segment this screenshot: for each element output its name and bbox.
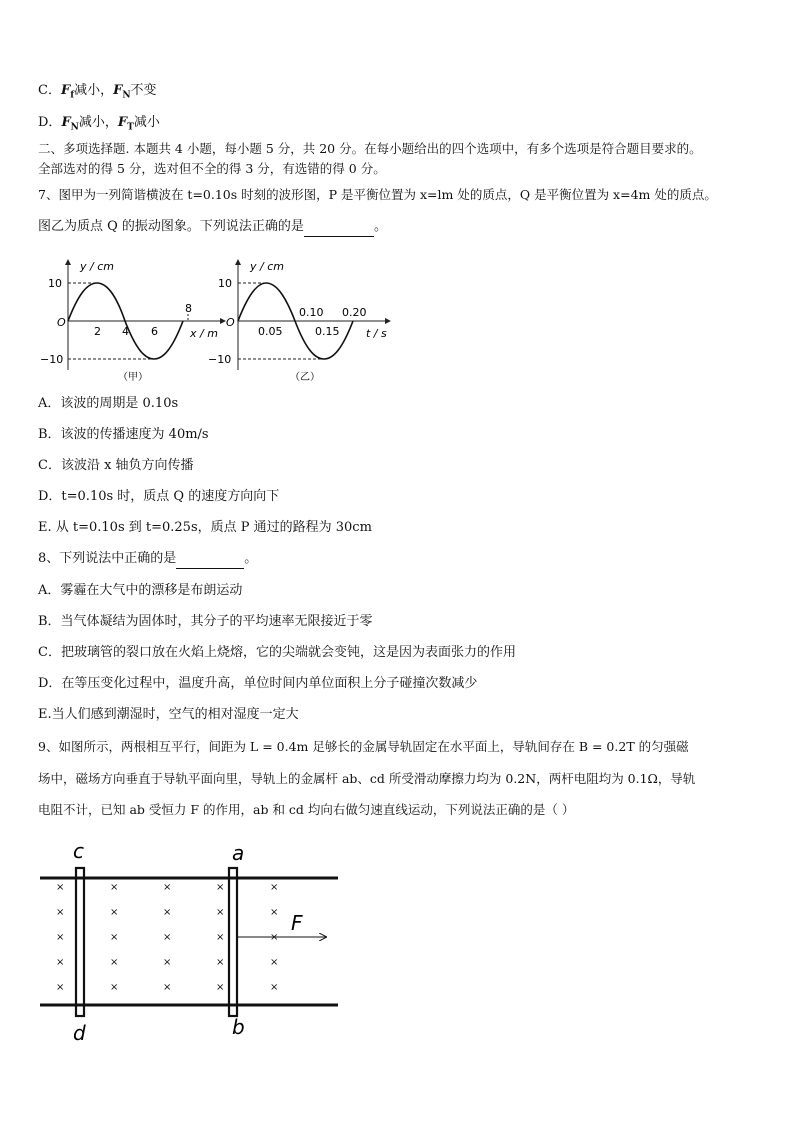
q9-stem-line3: 电阻不计，已知 ab 受恒力 F 的作用，ab 和 cd 均向右做匀速直线运动，下列说法正确的是（ ） bbox=[38, 802, 575, 817]
answer-blank bbox=[176, 550, 244, 569]
field-x-mark: × bbox=[216, 932, 225, 943]
field-x-mark: × bbox=[56, 982, 65, 993]
field-x-mark: × bbox=[270, 957, 279, 968]
q8-option-b: B．当气体凝结为固体时，其分子的平均速率无限接近于零 bbox=[38, 614, 373, 629]
q9-stem-line2: 场中，磁场方向垂直于导轨平面向里，导轨上的金属杆 ab、cd 所受滑动摩擦力均为 0.2N，两杆电阻均为 0.1Ω，导轨 bbox=[38, 771, 696, 786]
q8-option-e: E.当人们感到潮湿时，空气的相对湿度一定大 bbox=[38, 707, 299, 722]
graph-a-tick-8: 8 bbox=[185, 302, 192, 315]
graph-b-tick-020: 0.20 bbox=[342, 306, 367, 319]
field-x-mark: × bbox=[270, 932, 279, 943]
graph-b-tick-005: 0.05 bbox=[258, 325, 283, 338]
graph-b-tick-010: 0.10 bbox=[299, 306, 324, 319]
graph-a-tick-6: 6 bbox=[151, 325, 158, 338]
field-x-mark: × bbox=[163, 882, 172, 893]
graph-b-ymin: −10 bbox=[208, 353, 232, 366]
q7-option-a: A．该波的周期是 0.10s bbox=[38, 396, 179, 411]
rail-figure bbox=[38, 838, 348, 1048]
label-a: a bbox=[232, 841, 245, 865]
q8-stem: 8、下列说法中正确的是 。 bbox=[38, 550, 257, 569]
graph-a-tick-2: 2 bbox=[94, 325, 101, 338]
rod-cd bbox=[76, 868, 84, 1016]
field-x-mark: × bbox=[110, 957, 119, 968]
q7-option-d: D．t=0.10s 时，质点 Q 的速度方向向下 bbox=[38, 489, 280, 504]
label-b: b bbox=[232, 1015, 245, 1039]
rod-ab bbox=[229, 868, 237, 1016]
field-x-mark: × bbox=[56, 932, 65, 943]
q7-option-c: C．该波沿 x 轴负方向传播 bbox=[38, 458, 194, 473]
field-x-mark: × bbox=[56, 882, 65, 893]
graph-a-ymin: −10 bbox=[40, 353, 64, 366]
field-x-mark: × bbox=[216, 982, 225, 993]
section2-line1: 二、多项选择题. 本题共 4 小题，每小题 5 分，共 20 分。在每小题给出的四个选项中，有多个选项是符合题目要求的。 bbox=[38, 141, 702, 156]
q7-stem-line1: 7、图甲为一列简谐横波在 t=0.10s 时刻的波形图，P 是平衡位置为 x=lm 处的质点，Q 是平衡位置为 x=4m 处的质点。 bbox=[38, 187, 717, 202]
graph-a bbox=[40, 260, 225, 383]
graph-a-ylabel: y / cm bbox=[80, 260, 114, 273]
q7-option-e: E. 从 t=0.10s 到 t=0.25s，质点 P 通过的路程为 30cm bbox=[38, 520, 372, 535]
graph-b-ylabel: y / cm bbox=[250, 260, 284, 273]
field-x-mark: × bbox=[270, 907, 279, 918]
field-x-mark: × bbox=[270, 882, 279, 893]
graph-a-tick-4: 4 bbox=[122, 325, 129, 338]
field-x-mark: × bbox=[110, 982, 119, 993]
graph-a-ymax: 10 bbox=[48, 277, 62, 290]
field-x-mark: × bbox=[163, 982, 172, 993]
field-x-mark: × bbox=[56, 957, 65, 968]
q8-option-d: D．在等压变化过程中，温度升高，单位时间内单位面积上分子碰撞次数减少 bbox=[38, 676, 478, 691]
label-d: d bbox=[73, 1021, 86, 1045]
field-x-mark: × bbox=[216, 907, 225, 918]
graph-b bbox=[208, 260, 390, 383]
answer-blank bbox=[304, 218, 374, 237]
q6-option-c: C．$F_f$减小，$F_N$不变 bbox=[38, 83, 157, 101]
field-x-mark: × bbox=[56, 907, 65, 918]
graph-b-caption: （乙） bbox=[290, 372, 320, 383]
field-x-mark: × bbox=[270, 982, 279, 993]
field-x-mark: × bbox=[216, 957, 225, 968]
q7-option-b: B．该波的传播速度为 40m/s bbox=[38, 427, 209, 442]
wave-graphs-figure bbox=[40, 250, 400, 385]
label-f: F bbox=[291, 911, 303, 935]
field-x-mark: × bbox=[163, 907, 172, 918]
section2-line2: 全部选对的得 5 分，选对但不全的得 3 分，有选错的得 0 分。 bbox=[38, 161, 386, 176]
graph-b-origin: O bbox=[226, 316, 235, 329]
field-x-mark: × bbox=[110, 907, 119, 918]
graph-b-ymax: 10 bbox=[218, 277, 232, 290]
field-x-mark: × bbox=[110, 932, 119, 943]
field-x-mark: × bbox=[163, 932, 172, 943]
field-x-mark: × bbox=[216, 882, 225, 893]
field-x-mark: × bbox=[110, 882, 119, 893]
q8-option-a: A．雾霾在大气中的漂移是布朗运动 bbox=[38, 583, 243, 598]
q8-option-c: C．把玻璃管的裂口放在火焰上烧熔，它的尖端就会变钝，这是因为表面张力的作用 bbox=[38, 645, 516, 660]
q6-option-d: D．$F_N$减小，$F_T$减小 bbox=[38, 115, 160, 133]
graph-a-origin: O bbox=[57, 316, 66, 329]
q7-stem-line2: 图乙为质点 Q 的振动图象。下列说法正确的是 。 bbox=[38, 218, 387, 237]
graph-a-xlabel: x / m bbox=[190, 327, 218, 340]
field-x-mark: × bbox=[163, 957, 172, 968]
graph-b-tick-015: 0.15 bbox=[315, 325, 340, 338]
q9-stem-line1: 9、如图所示，两根相互平行，间距为 L = 0.4m 足够长的金属导轨固定在水平面上，导轨间存在 B = 0.2T 的匀强磁 bbox=[38, 739, 689, 754]
graph-b-xlabel: t / s bbox=[366, 327, 387, 340]
label-c: c bbox=[73, 839, 84, 863]
graph-a-caption: （甲） bbox=[118, 372, 148, 383]
